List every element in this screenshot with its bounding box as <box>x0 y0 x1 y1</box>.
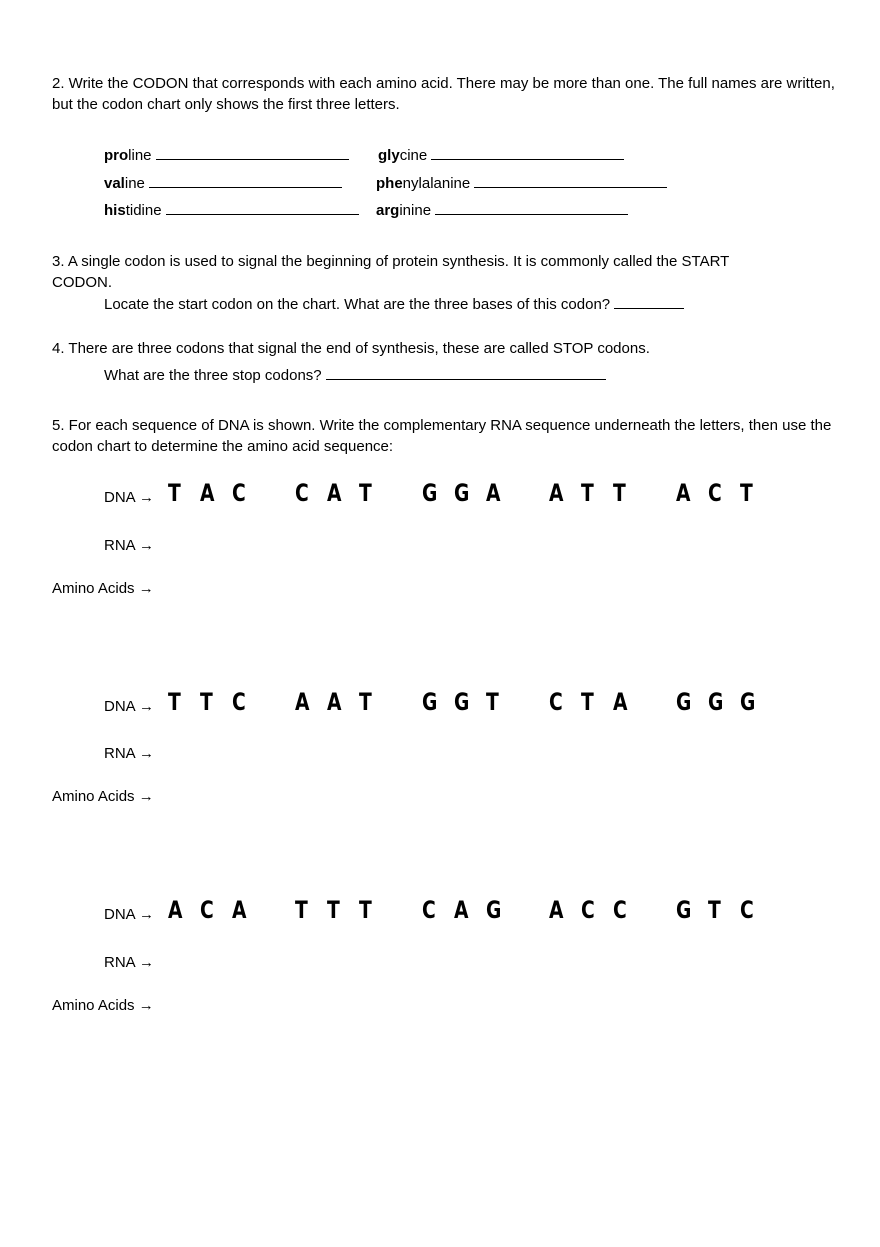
dna-codon <box>295 896 391 924</box>
dna-base: C <box>549 688 563 716</box>
dna-base: G <box>422 688 438 716</box>
answer-blank[interactable] <box>431 146 624 160</box>
dna-base: T <box>200 688 213 716</box>
dna-base: T <box>359 479 372 507</box>
rna-label: RNA → <box>104 745 155 762</box>
dna-codon <box>676 688 772 716</box>
dna-base: T <box>168 688 181 716</box>
dna-base: A <box>549 896 564 924</box>
dna-base: T <box>613 479 626 507</box>
dna-base: A <box>327 479 342 507</box>
question-5-text: 5. For each sequence of DNA is shown. Write the complementary RNA sequence underneath the letters, then use the codon chart to determine the amino acid sequence: <box>52 417 832 455</box>
dna-codon <box>676 896 772 924</box>
dna-codon <box>676 479 772 507</box>
dna-base: T <box>581 688 594 716</box>
question-4-prompt: What are the three stop codons? <box>104 366 606 385</box>
dna-codon <box>295 479 391 507</box>
rna-label: RNA → <box>104 537 155 554</box>
question-3-prompt: Locate the start codon on the chart. What are the three bases of this codon? <box>104 295 684 314</box>
dna-base: G <box>422 479 438 507</box>
answer-blank[interactable] <box>435 201 628 215</box>
amino-valine: valine <box>104 174 342 193</box>
answer-blank[interactable] <box>326 366 606 380</box>
dna-base: T <box>581 479 594 507</box>
dna-codon <box>422 896 518 924</box>
dna-base: A <box>168 896 183 924</box>
amino-glycine: glycine <box>378 146 624 165</box>
dna-base: T <box>295 896 308 924</box>
answer-blank[interactable] <box>166 201 359 215</box>
dna-label: DNA → <box>104 698 155 715</box>
dna-codon <box>168 896 264 924</box>
dna-base: T <box>359 688 372 716</box>
dna-base: C <box>232 688 246 716</box>
answer-blank[interactable] <box>474 174 667 188</box>
dna-base: T <box>359 896 372 924</box>
amino-phenylalanine: phenylalanine <box>376 174 667 193</box>
dna-codon <box>422 479 518 507</box>
dna-base: C <box>232 479 246 507</box>
dna-base: A <box>549 479 564 507</box>
dna-label: DNA → <box>104 489 155 506</box>
dna-base: A <box>486 479 501 507</box>
dna-label: DNA → <box>104 906 155 923</box>
dna-sequence-3 <box>168 896 803 924</box>
dna-sequence-2 <box>168 688 803 716</box>
dna-base: A <box>454 896 469 924</box>
amino-arginine: arginine <box>376 201 628 220</box>
question-2-text: 2. Write the CODON that corresponds with each amino acid. There may be more than one. The full names are written, but the codon chart only shows the first three letters. <box>52 75 835 113</box>
answer-blank[interactable] <box>149 174 342 188</box>
amino-histidine: histidine <box>104 201 359 220</box>
answer-blank[interactable] <box>156 146 349 160</box>
dna-base: A <box>613 688 628 716</box>
dna-base: C <box>200 896 214 924</box>
dna-base: G <box>454 688 470 716</box>
dna-base: T <box>327 896 340 924</box>
dna-base: T <box>740 479 753 507</box>
dna-sequence-1 <box>168 479 803 507</box>
dna-codon <box>168 688 264 716</box>
dna-base: T <box>708 896 721 924</box>
dna-base: C <box>295 479 309 507</box>
dna-base: C <box>422 896 436 924</box>
dna-codon <box>549 688 645 716</box>
amino-acids-label: Amino Acids → <box>52 788 154 805</box>
dna-codon <box>295 688 391 716</box>
dna-base: G <box>708 688 724 716</box>
amino-proline: proline <box>104 146 349 165</box>
dna-codon <box>549 896 645 924</box>
amino-acids-label: Amino Acids → <box>52 997 154 1014</box>
dna-base: G <box>676 688 692 716</box>
dna-base: A <box>200 479 215 507</box>
dna-codon <box>422 688 518 716</box>
dna-base: G <box>486 896 502 924</box>
question-3-text: 3. A single codon is used to signal the beginning of protein synthesis. It is commonly called the START CODON. <box>52 253 730 291</box>
rna-label: RNA → <box>104 954 155 971</box>
dna-base: G <box>740 688 756 716</box>
dna-base: C <box>613 896 627 924</box>
dna-base: A <box>327 688 342 716</box>
dna-base: C <box>708 479 722 507</box>
dna-base: A <box>295 688 310 716</box>
dna-base: G <box>676 896 692 924</box>
dna-base: G <box>454 479 470 507</box>
dna-base: C <box>740 896 754 924</box>
dna-base: A <box>232 896 247 924</box>
dna-codon <box>168 479 264 507</box>
dna-base: T <box>486 688 499 716</box>
dna-base: C <box>581 896 595 924</box>
dna-codon <box>549 479 645 507</box>
question-4-text: 4. There are three codons that signal the end of synthesis, these are called STOP codons. <box>52 340 650 357</box>
dna-base: T <box>168 479 181 507</box>
amino-acids-label: Amino Acids → <box>52 580 154 597</box>
answer-blank[interactable] <box>614 295 684 309</box>
dna-base: A <box>676 479 691 507</box>
